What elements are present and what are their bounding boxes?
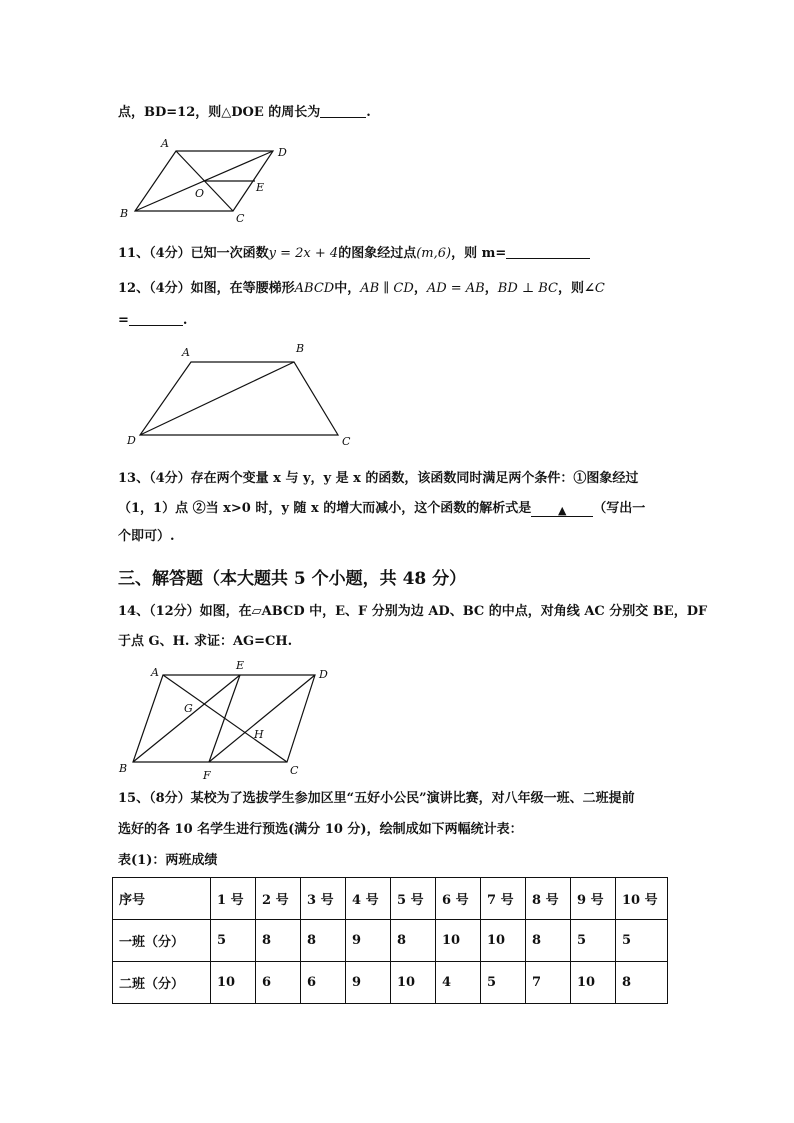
scores-table bbox=[112, 877, 668, 1004]
table-cell: 10 bbox=[211, 962, 256, 1004]
label-a: A bbox=[161, 137, 169, 150]
table-cell: 7 bbox=[526, 962, 571, 1004]
q14-line2: 于点 G、H. 求证：AG=CH. bbox=[118, 634, 293, 649]
table-cell: 5 号 bbox=[391, 878, 436, 920]
table-header-row bbox=[113, 878, 668, 920]
table-cell: 4 号 bbox=[346, 878, 391, 920]
answer-blank: ▲ bbox=[531, 502, 593, 517]
table-cell: 6 bbox=[301, 962, 346, 1004]
table-cell: 10 bbox=[571, 962, 616, 1004]
table-cell: 2 号 bbox=[256, 878, 301, 920]
q12-line2: = . bbox=[118, 313, 188, 328]
label-d: D bbox=[319, 668, 328, 681]
q11-line: 11、（4分）已知一次函数y = 2x + 4的图象经过点(m,6)，则 m= bbox=[118, 244, 590, 263]
label-e: E bbox=[256, 181, 265, 194]
table-cell: 10 号 bbox=[616, 878, 668, 920]
table-cell: 6 bbox=[256, 962, 301, 1004]
table-cell: 序号 bbox=[113, 878, 211, 920]
q11-point: (m,6) bbox=[416, 246, 452, 261]
table-cell: 二班（分） bbox=[113, 962, 211, 1004]
table-caption: 表(1)：两班成绩 bbox=[118, 853, 218, 868]
label-b: B bbox=[120, 207, 129, 220]
table-cell: 1 号 bbox=[211, 878, 256, 920]
table-cell: 10 bbox=[391, 962, 436, 1004]
label-a: A bbox=[151, 666, 159, 679]
label-a: A bbox=[182, 346, 190, 359]
q11-function: y = 2x + 4 bbox=[268, 246, 339, 261]
label-c: C bbox=[236, 212, 245, 225]
table-cell: 9 bbox=[346, 920, 391, 962]
table-cell: 10 bbox=[481, 920, 526, 962]
label-c: C bbox=[290, 764, 299, 777]
label-f: F bbox=[203, 769, 211, 782]
label-d: D bbox=[127, 434, 136, 447]
q15-line2: 选好的各 10 名学生进行预选(满分 10 分)，绘制成如下两幅统计表： bbox=[118, 822, 523, 837]
table-cell: 5 bbox=[571, 920, 616, 962]
table-cell: 8 bbox=[391, 920, 436, 962]
table-cell: 5 bbox=[211, 920, 256, 962]
table-cell: 4 bbox=[436, 962, 481, 1004]
q13-line1: 13、（4分）存在两个变量 x 与 y，y 是 x 的函数，该函数同时满足两个条件：①图象经过 bbox=[118, 471, 639, 486]
label-c: C bbox=[342, 435, 351, 448]
table-cell: 6 号 bbox=[436, 878, 481, 920]
table-cell: 8 bbox=[616, 962, 668, 1004]
label-b: B bbox=[296, 342, 305, 355]
table-cell: 8 号 bbox=[526, 878, 571, 920]
label-b: B bbox=[119, 762, 128, 775]
table-cell: 9 号 bbox=[571, 878, 616, 920]
q13-line2: （1，1）点 ②当 x>0 时，y 随 x 的增大而减小，这个函数的解析式是 ▲ （写出一 bbox=[118, 501, 646, 517]
q15-line1: 15、（8分）某校为了选拔学生参加区里“五好小公民”演讲比赛，对八年级一班、二班提前 bbox=[118, 791, 635, 806]
q12-line1: 12、（4分）如图，在等腰梯形ABCD中，AB ∥ CD，AD = AB，BD ⊥ BC，则∠C bbox=[118, 281, 605, 296]
table-cell: 一班（分） bbox=[113, 920, 211, 962]
table-cell: 8 bbox=[526, 920, 571, 962]
label-e: E bbox=[236, 659, 245, 672]
q10-line: 点，BD=12，则△DOE 的周长为 . bbox=[118, 105, 371, 120]
table-cell: 7 号 bbox=[481, 878, 526, 920]
table-cell: 10 bbox=[436, 920, 481, 962]
q13-line3: 个即可）. bbox=[118, 529, 175, 544]
q14-line1: 14、（12分）如图，在▱ABCD 中，E、F 分别为边 AD、BC 的中点，对角线 AC 分别交 BE，DF bbox=[118, 604, 708, 619]
table-cell: 9 bbox=[346, 962, 391, 1004]
table-cell: 8 bbox=[301, 920, 346, 962]
table-cell: 5 bbox=[481, 962, 526, 1004]
label-d: D bbox=[278, 146, 287, 159]
table-row bbox=[113, 962, 668, 1004]
label-o: O bbox=[195, 187, 205, 200]
table-cell: 5 bbox=[616, 920, 668, 962]
label-g: G bbox=[184, 702, 193, 715]
table-cell: 8 bbox=[256, 920, 301, 962]
label-h: H bbox=[254, 728, 264, 741]
table-row bbox=[113, 920, 668, 962]
section-heading: 三、解答题（本大题共 5 个小题，共 48 分） bbox=[118, 569, 467, 589]
table-cell: 3 号 bbox=[301, 878, 346, 920]
q10-text: 点，BD=12，则△DOE 的周长为 bbox=[118, 105, 321, 120]
